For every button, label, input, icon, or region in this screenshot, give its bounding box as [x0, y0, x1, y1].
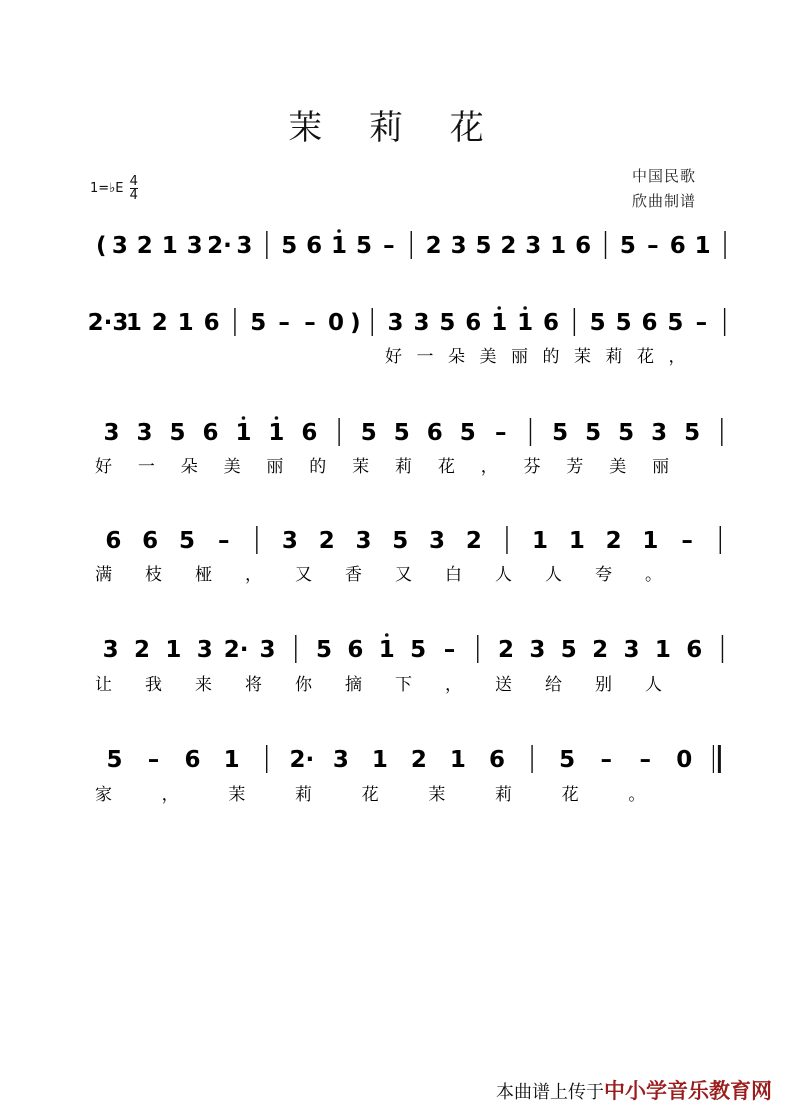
lyric-char: 将	[245, 675, 262, 695]
lyric-line	[385, 347, 686, 367]
note: 1	[268, 420, 285, 446]
note: 5	[475, 233, 492, 259]
note: 6	[203, 310, 220, 336]
lyric-char: 芳	[566, 457, 584, 477]
note: 5	[355, 233, 372, 259]
lyric-char: 丽	[266, 457, 284, 477]
note: 3	[136, 420, 153, 446]
lyric-char: 茉	[428, 785, 446, 805]
note: 0	[327, 310, 344, 336]
note: 6	[306, 233, 323, 259]
lyric-char: 好	[95, 457, 112, 477]
lyric-char: 莉	[395, 457, 412, 477]
note: 2	[410, 747, 427, 773]
time-bottom: 4	[129, 188, 138, 203]
note: 2	[497, 637, 514, 663]
note: (	[95, 233, 107, 259]
lyric-char: 芬	[523, 457, 541, 477]
note: 6	[347, 637, 364, 663]
note: 5	[559, 747, 576, 773]
note: 1	[177, 310, 194, 336]
note: 5	[684, 420, 701, 446]
note: –	[443, 637, 456, 663]
note: 5	[585, 420, 602, 446]
note: 5	[459, 420, 476, 446]
lyric-char: 夸	[595, 565, 612, 585]
note: –	[217, 528, 230, 554]
note: 1	[568, 528, 585, 554]
note: 6	[686, 637, 703, 663]
note: 2	[592, 637, 609, 663]
note: 1	[161, 233, 178, 259]
note: –	[600, 747, 612, 773]
time-top: 4	[129, 174, 138, 189]
note: 2	[500, 233, 517, 259]
note: 2	[318, 528, 335, 554]
lyric-char: ，	[668, 347, 686, 367]
note: 3	[651, 420, 668, 446]
lyric-char: 又	[295, 565, 312, 585]
note: 5	[250, 310, 267, 336]
note: 3	[529, 637, 546, 663]
lyric-char: 。	[645, 565, 662, 585]
lyric-char: 又	[395, 565, 412, 585]
note: 3	[355, 528, 372, 554]
note: 6	[202, 420, 219, 446]
note: –	[681, 528, 693, 554]
note: 3	[623, 637, 640, 663]
lyric-char: 我	[145, 675, 162, 695]
lyric-line	[95, 457, 669, 477]
lyric-char: 一	[416, 347, 434, 367]
notation-line	[96, 229, 725, 259]
footer-text: 本曲谱上传于	[496, 1082, 604, 1103]
note: 2	[134, 637, 151, 663]
note: 3	[450, 233, 467, 259]
lyric-char: 美	[479, 347, 497, 367]
note: 1	[165, 637, 182, 663]
lyric-char: 丽	[652, 457, 670, 477]
note: 1	[223, 747, 240, 773]
notation-line	[88, 306, 725, 336]
lyric-char: 茉	[574, 347, 591, 367]
lyric-line	[95, 675, 662, 695]
notation-line	[105, 526, 720, 554]
lyric-char: 的	[309, 457, 327, 477]
note: 3	[387, 310, 404, 336]
lyric-char: 给	[545, 675, 562, 695]
lyric-char: 花	[361, 785, 379, 805]
lyric-char: 朵	[448, 347, 465, 367]
note: 1	[235, 420, 252, 446]
octave-dot	[242, 416, 246, 420]
note: 5	[667, 310, 684, 336]
note: 1	[550, 233, 567, 259]
octave-dot	[337, 229, 341, 233]
note: 5	[393, 420, 410, 446]
note: 5	[392, 528, 409, 554]
note: 6	[301, 420, 318, 446]
notation-line	[107, 745, 720, 773]
note: 2	[425, 233, 442, 259]
note: 5	[316, 637, 333, 663]
key-prefix: 1=	[90, 180, 110, 196]
note: 5	[615, 310, 632, 336]
note: 3	[236, 233, 253, 259]
note: 6	[575, 233, 592, 259]
lyric-char: 莉	[295, 785, 312, 805]
note: 5	[178, 528, 195, 554]
lyric-char: 花	[437, 457, 455, 477]
lyric-char: 。	[628, 785, 646, 805]
note: 1	[694, 233, 711, 259]
lyric-char: 美	[609, 457, 627, 477]
note: –	[639, 747, 651, 773]
note: 2·	[289, 747, 315, 773]
note: 5	[589, 310, 606, 336]
note: 3	[429, 528, 446, 554]
lyric-char: 满	[95, 565, 112, 585]
octave-dot	[385, 633, 389, 637]
lyric-char: 白	[445, 565, 462, 585]
note: 1	[532, 528, 549, 554]
note: –	[495, 420, 507, 446]
note: –	[147, 747, 160, 773]
note: 5	[106, 747, 123, 773]
note: 1	[125, 310, 142, 336]
note: 5	[560, 637, 577, 663]
note: 1	[654, 637, 671, 663]
octave-dot	[275, 416, 279, 420]
note: 1	[331, 233, 348, 259]
lyric-char: 人	[545, 565, 562, 585]
note: 5	[281, 233, 298, 259]
note: 3	[281, 528, 298, 554]
note: 6	[184, 747, 201, 773]
lyric-char: 一	[137, 457, 155, 477]
note: 2	[605, 528, 622, 554]
note: –	[695, 310, 708, 336]
note: 3	[186, 233, 203, 259]
lyric-char: 茉	[352, 457, 370, 477]
lyric-char: 人	[645, 675, 662, 695]
note: 6	[488, 747, 505, 773]
note: 3	[525, 233, 542, 259]
note: 6	[669, 233, 686, 259]
lyric-char: 人	[495, 565, 512, 585]
lyric-char: 香	[345, 565, 362, 585]
lyric-char: 茉	[228, 785, 246, 805]
note: 6	[105, 528, 122, 554]
lyric-char: 朵	[180, 457, 198, 477]
lyric-char: 送	[495, 675, 512, 695]
lyric-char: 桠	[195, 565, 212, 585]
note: 5	[618, 420, 635, 446]
lyric-char: 花	[561, 785, 579, 805]
lyric-char: 别	[595, 675, 612, 695]
lyric-char: 花	[637, 347, 654, 367]
note: 5	[619, 233, 636, 259]
note: 3	[103, 420, 120, 446]
note: 2·	[223, 637, 249, 663]
note: 2·3	[87, 310, 129, 336]
note: 5	[439, 310, 456, 336]
notation-line	[103, 416, 721, 446]
note: 5	[360, 420, 377, 446]
note: 1	[449, 747, 466, 773]
note: 6	[641, 310, 658, 336]
note: 5	[410, 637, 427, 663]
note: 3	[102, 637, 119, 663]
lyric-char: 枝	[145, 565, 162, 585]
octave-dot	[497, 306, 501, 310]
note: 5	[169, 420, 186, 446]
footer	[496, 1075, 772, 1105]
note: 2·	[207, 233, 232, 259]
lyric-char: 摘	[345, 675, 362, 695]
note: 1	[642, 528, 659, 554]
note: 5	[552, 420, 569, 446]
note: 2	[465, 528, 482, 554]
note: 2	[136, 233, 153, 259]
credit-arranger: 欣曲制谱	[632, 192, 697, 210]
note: –	[647, 233, 659, 259]
lyric-char: 莉	[605, 347, 623, 367]
lyric-char: 丽	[511, 347, 528, 367]
note: 3	[196, 637, 213, 663]
lyric-char: ，	[245, 565, 262, 585]
lyric-line	[95, 785, 645, 805]
notation-line	[103, 633, 723, 663]
song-title: 茉 莉 花	[288, 108, 502, 148]
lyric-char: 让	[95, 675, 112, 695]
key-name: ♭E	[109, 180, 124, 196]
note: 1	[371, 747, 388, 773]
footer-brand: 中小学音乐教育网	[604, 1078, 772, 1103]
note: 6	[465, 310, 482, 336]
note: 0	[676, 747, 693, 773]
note: 6	[142, 528, 159, 554]
note: 3	[259, 637, 276, 663]
octave-dot	[523, 306, 527, 310]
lyric-char: 家	[95, 785, 112, 805]
lyric-char: 好	[385, 347, 402, 367]
note: 3	[413, 310, 430, 336]
lyric-char: 来	[195, 675, 212, 695]
lyric-char: ，	[161, 785, 179, 805]
lyric-char: 美	[223, 457, 241, 477]
lyric-char: ，	[445, 675, 462, 695]
note: 3	[332, 747, 349, 773]
note: –	[383, 233, 395, 259]
note: 1	[378, 637, 395, 663]
note: –	[278, 310, 290, 336]
note: 1	[517, 310, 534, 336]
lyric-char: 莉	[495, 785, 512, 805]
note: –	[304, 310, 316, 336]
note: 3	[111, 233, 128, 259]
credit-origin: 中国民歌	[632, 167, 697, 185]
lyric-char: 你	[295, 675, 312, 695]
note: 2	[151, 310, 168, 336]
lyric-char: ，	[480, 457, 498, 477]
lyric-line	[95, 565, 662, 585]
note: )	[350, 310, 361, 336]
lyric-char: 下	[395, 675, 412, 695]
note: 6	[543, 310, 560, 336]
note: 1	[491, 310, 508, 336]
lyric-char: 的	[542, 347, 560, 367]
note: 6	[426, 420, 443, 446]
